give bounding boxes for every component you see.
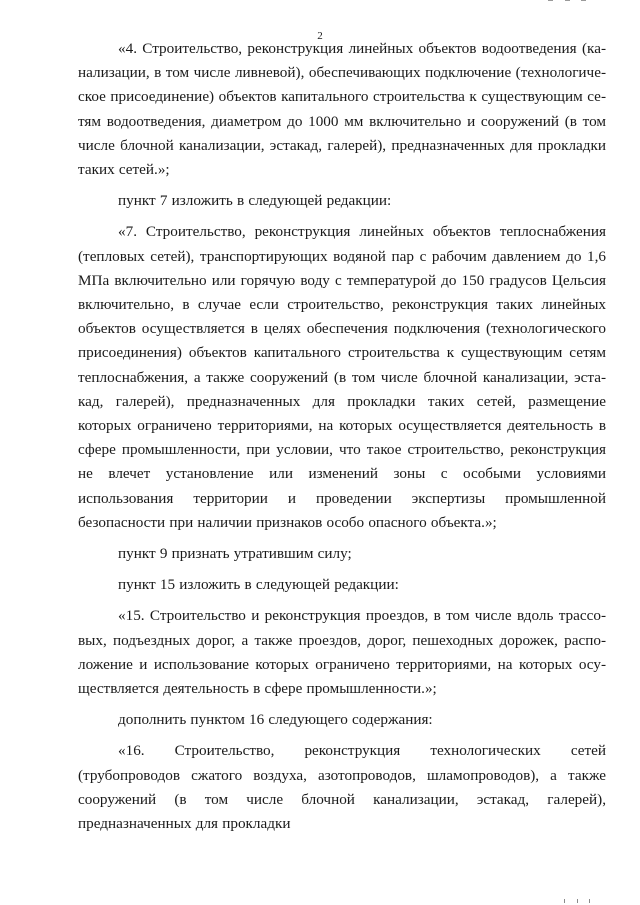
paragraph-item-16: «16. Строительство, реконструкция технологических сетей (трубопроводов сжатого воздуха, азотопроводов, шламопроводов), а также сооружений (в том числе блочной канализации, эстакад, галерей), предназначенных для прокладки xyxy=(78,742,606,833)
paragraph-amend-item-7: пункт 7 изложить в следующей редакции: xyxy=(118,192,392,210)
paragraph-add-item-16: дополнить пунктом 16 следующего содержания: xyxy=(118,711,433,729)
scan-corner-marks-bottom xyxy=(564,897,594,903)
scan-corner-marks-top xyxy=(548,0,588,4)
document-body xyxy=(78,37,606,836)
paragraph-item-4: «4. Строительство, реконструкция линейных объектов водоотведения (канализации, в том числе ливневой), обеспечивающих подключение (технологическое присоединение) объектов капитального строительства к существующим сетям водоотведения, диаметром до 1000 мм включительно и сооружений (в том числе блочной канализации, эстакад, галерей), предназначенных для прокладки таких сетей.»; xyxy=(78,40,606,179)
paragraph-repeal-item-9: пункт 9 признать утратившим силу; xyxy=(118,545,352,563)
paragraph-amend-item-15: пункт 15 изложить в следующей редакции: xyxy=(118,576,399,594)
paragraph-item-7: «7. Строительство, реконструкция линейных объектов теплоснабжения (тепловых сетей), транспортирующих водяной пар с рабочим давлением до 1,6 МПа включительно или горячую воду с температурой до 150 градусов Цельсия включительно, в случае если строительство, реконструкция таких линейных объектов осуществляется в целях обеспечения подключения (технологического присоединения) объектов капитального строительства к существующим сетям теплоснабжения, а также сооружений (в том числе блочной канализации, эстакад, галерей), предназначенных для прокладки таких сетей, размещение которых ограничено территориями, на которых осуществляется деятельность в сфере промышленности, при условии, что такое строительство, реконструкция не влечет установление или изменений зоны с особыми условиями использования территории и проведении экспертизы промышленной безопасности при наличии признаков особо опасного объекта.»; xyxy=(78,223,606,531)
paragraph-item-15: «15. Строительство и реконструкция проездов, в том числе вдоль трассовых, подъездных дорог, а также проездов, дорог, пешеходных дорожек, расположение и использование которых ограничено территориями, на которых осуществляется деятельность в сфере промышленности.»; xyxy=(78,607,606,698)
page-number: 2 xyxy=(317,30,323,42)
